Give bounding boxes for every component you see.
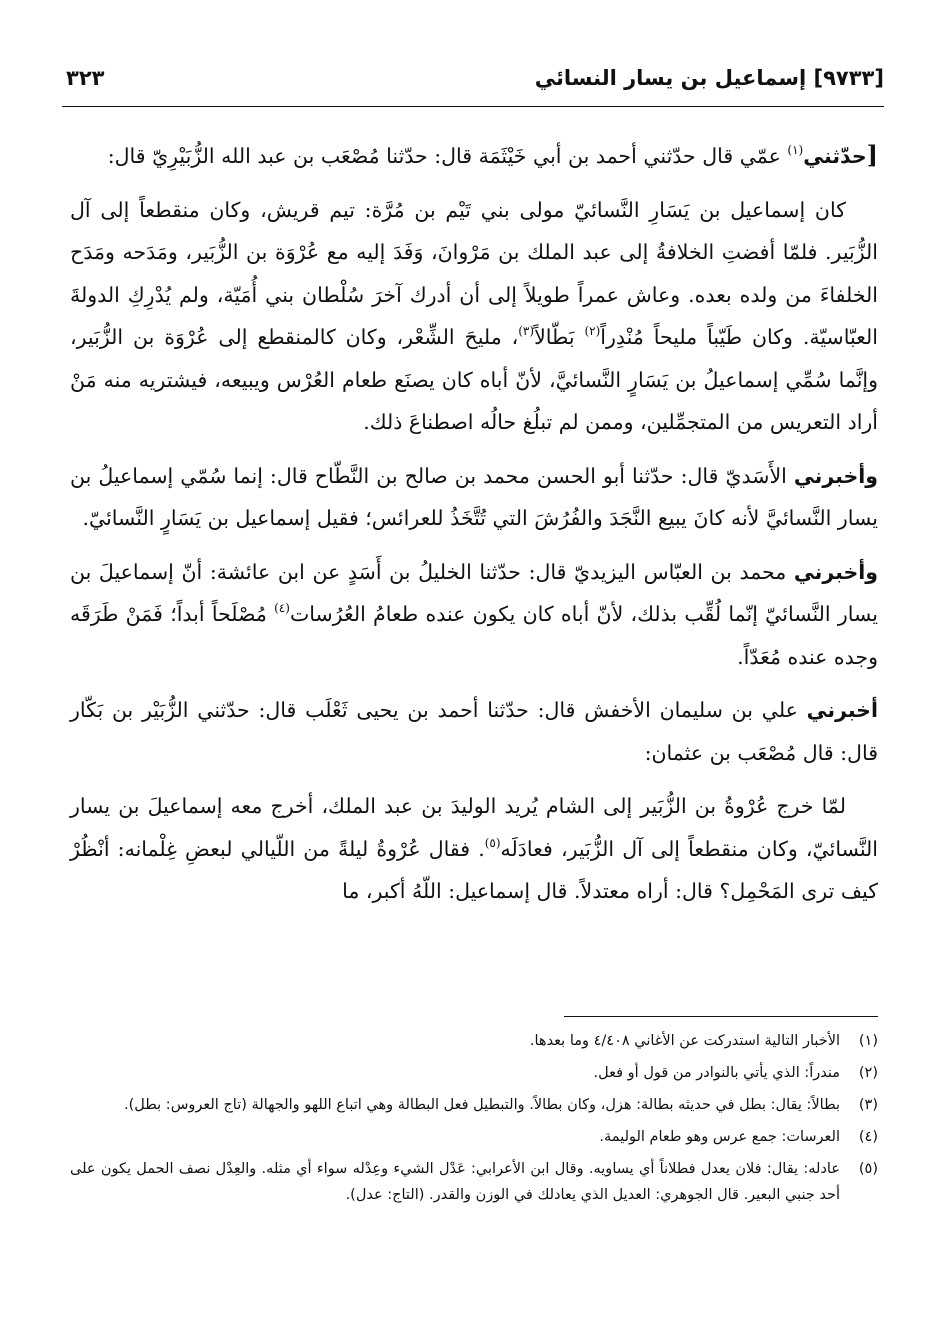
paragraph-text: ، مليحَ الشِّعْر، وكان كالمنقطع إلى عُرْوَة بن الزُّبَير، وإنَّما سُمِّي إسماعيلُ بن يَسَارٍ النَّسائيَّ، لأنّ أباه كان يصنَع طعام العُرْس ويبيعه، فيشتريه منه مَنْ أراد التعريس من المتجمِّلين، وممن لم تبلُغ حالُه اصطناعَ ذلك. <box>70 325 878 434</box>
footnotes <box>70 1028 878 1214</box>
opening-bracket: [ <box>866 140 878 169</box>
running-title: [٩٧٣٣] إسماعيل بن يسار النسائي <box>534 66 884 90</box>
main-text <box>70 134 878 924</box>
footnote-marker-1: (١) <box>787 143 804 157</box>
paragraph-text: لمّا خرج عُرْوةُ بن الزُّبَير إلى الشام يُريد الوليدَ بن عبد الملك، أخرج معه إسماعيلَ بن يسار النَّسائيّ، وكان منقطعاً إلى آل الزُّبَير، فعادَلَه <box>70 794 878 861</box>
paragraph-4 <box>70 551 878 679</box>
page-number: ٣٢٣ <box>66 66 105 90</box>
paragraph-text: علي بن سليمان الأخفش قال: حدّثنا أحمد بن يحيى ثَعْلَب قال: حدّثني الزُّبَيْر بن بَكّار قال: قال مُصْعَب بن عثمان: <box>70 698 878 765</box>
paragraph-text: الأَسَديّ قال: حدّثنا أبو الحسن محمد بن صالح بن النَّطّاح قال: إنما سُمّي إسماعيلُ بن يسار النَّسائيَّ لأنه كانَ يبيع النَّجَدَ والفُرُشَ التي تُتَّخَذُ للعرائس؛ فقيل إسماعيل بن يَسَارٍ النَّسائيّ. <box>70 463 878 530</box>
footnote-3 <box>70 1092 878 1118</box>
paragraph-5 <box>70 689 878 774</box>
footnote-number: (٤) <box>858 1129 878 1145</box>
paragraph-text: . فقال عُرْوةُ ليلةً من اللّيالي لبعضِ غِلْمانه: أنْظُرْ كيف ترى المَحْمِل؟ قال: أراه معتدلاً. قال إسماعيل: اللّهُ أكبر، ما <box>70 836 878 903</box>
footnote-marker-3: (٣) <box>518 324 535 338</box>
narration-lead: حدّثني <box>803 144 867 168</box>
footnote-text: مندراً: الذي يأتي بالنوادر من قول أو فعل. <box>593 1065 840 1081</box>
footnote-number: (٥) <box>858 1161 878 1177</box>
narration-lead: أخبرني <box>806 698 878 722</box>
paragraph-2 <box>70 189 878 444</box>
narration-lead: وأخبرني <box>793 463 878 488</box>
footnote-number: (٣) <box>858 1097 878 1113</box>
footnote-1 <box>70 1028 878 1054</box>
footnote-text: عادله: يقال: فلان يعدل فطلاناً أي يساويه. وقال ابن الأعرابي: عَدْل الشيء وعِدْله سواء أي مثله. والعِدْل نصف الحمل يكون على أحد جنبي البعير. قال الجوهري: العديل الذي يعادلك في الوزن والقدر. (التاج: عدل). <box>70 1161 840 1203</box>
footnote-number: (١) <box>858 1033 878 1049</box>
footnote-4 <box>70 1124 878 1150</box>
footnote-number: (٢) <box>858 1065 878 1081</box>
footnote-marker-5: (٥) <box>484 835 501 850</box>
paragraph-text: بَطّالاً <box>534 325 585 349</box>
footnote-text: العرسات: جمع عرس وهو طعام الوليمة. <box>599 1129 840 1145</box>
running-header <box>62 66 884 108</box>
footnote-separator <box>564 1016 878 1017</box>
paragraph-text: عمّي قال حدّثني أحمد بن أبي خَيْثَمَة قال: حدّثنا مُصْعَب بن عبد الله الزُّبَيْرِيّ قال: <box>107 144 788 168</box>
paragraph-1 <box>70 134 878 178</box>
footnote-marker-4: (٤) <box>274 601 290 615</box>
footnote-text: بطالاً: يقال: بطل في حديثه بطالة: هزل، وكان بطالاً. والتبطيل فعل البطالة وهي اتباع اللهو والجهالة (تاج العروس: بطل). <box>124 1097 840 1113</box>
paragraph-text: مُصْلَحاً أبداً؛ فَمَنْ طَرَقَه وجده عنده مُعَدّاً. <box>70 602 878 669</box>
footnote-text: الأخبار التالية استدركت عن الأغاني ٤/٤٠٨ وما بعدها. <box>529 1033 840 1049</box>
paragraph-text: كان إسماعيل بن يَسَارِ النَّسائيّ مولى بني تَيْم بن مُرَّة: تيم قريش، وكان منقطعاً إلى آل الزُّبَير. فلمّا أفضتِ الخلافةُ إلى عبد الملك بن مَرْوانَ، وَفَدَ إليه مع عُرْوَة بن الزُّبَير، ومَدَحه ومَدَح الخلفاءَ من ولده بعده. وعاش عمراً طويلاً إلى أن أدرك آخرَ سُلْطان بني أُمَيّة، ولم يُدْرِكِ الدولةَ العبّاسيّة. وكان طَيّباً مليحاً مُنْدِراً <box>70 197 878 349</box>
paragraph-3 <box>70 455 878 540</box>
narration-lead: وأخبرني <box>793 559 878 584</box>
paragraph-6 <box>70 785 878 913</box>
paragraph-text: محمد بن العبّاس اليزيديّ قال: حدّثنا الخليلُ بن أَسَدٍ عن ابن عائشة: أنّ إسماعيلَ بن يسار النَّسائيّ إنّما لُقِّب بذلك، لأنّ أباه كان يكون عنده طعامُ العُرُسات <box>70 559 878 626</box>
footnote-2 <box>70 1060 878 1086</box>
footnote-marker-2: (٢) <box>584 324 601 338</box>
footnote-5 <box>70 1156 878 1208</box>
header-rule <box>62 106 884 107</box>
